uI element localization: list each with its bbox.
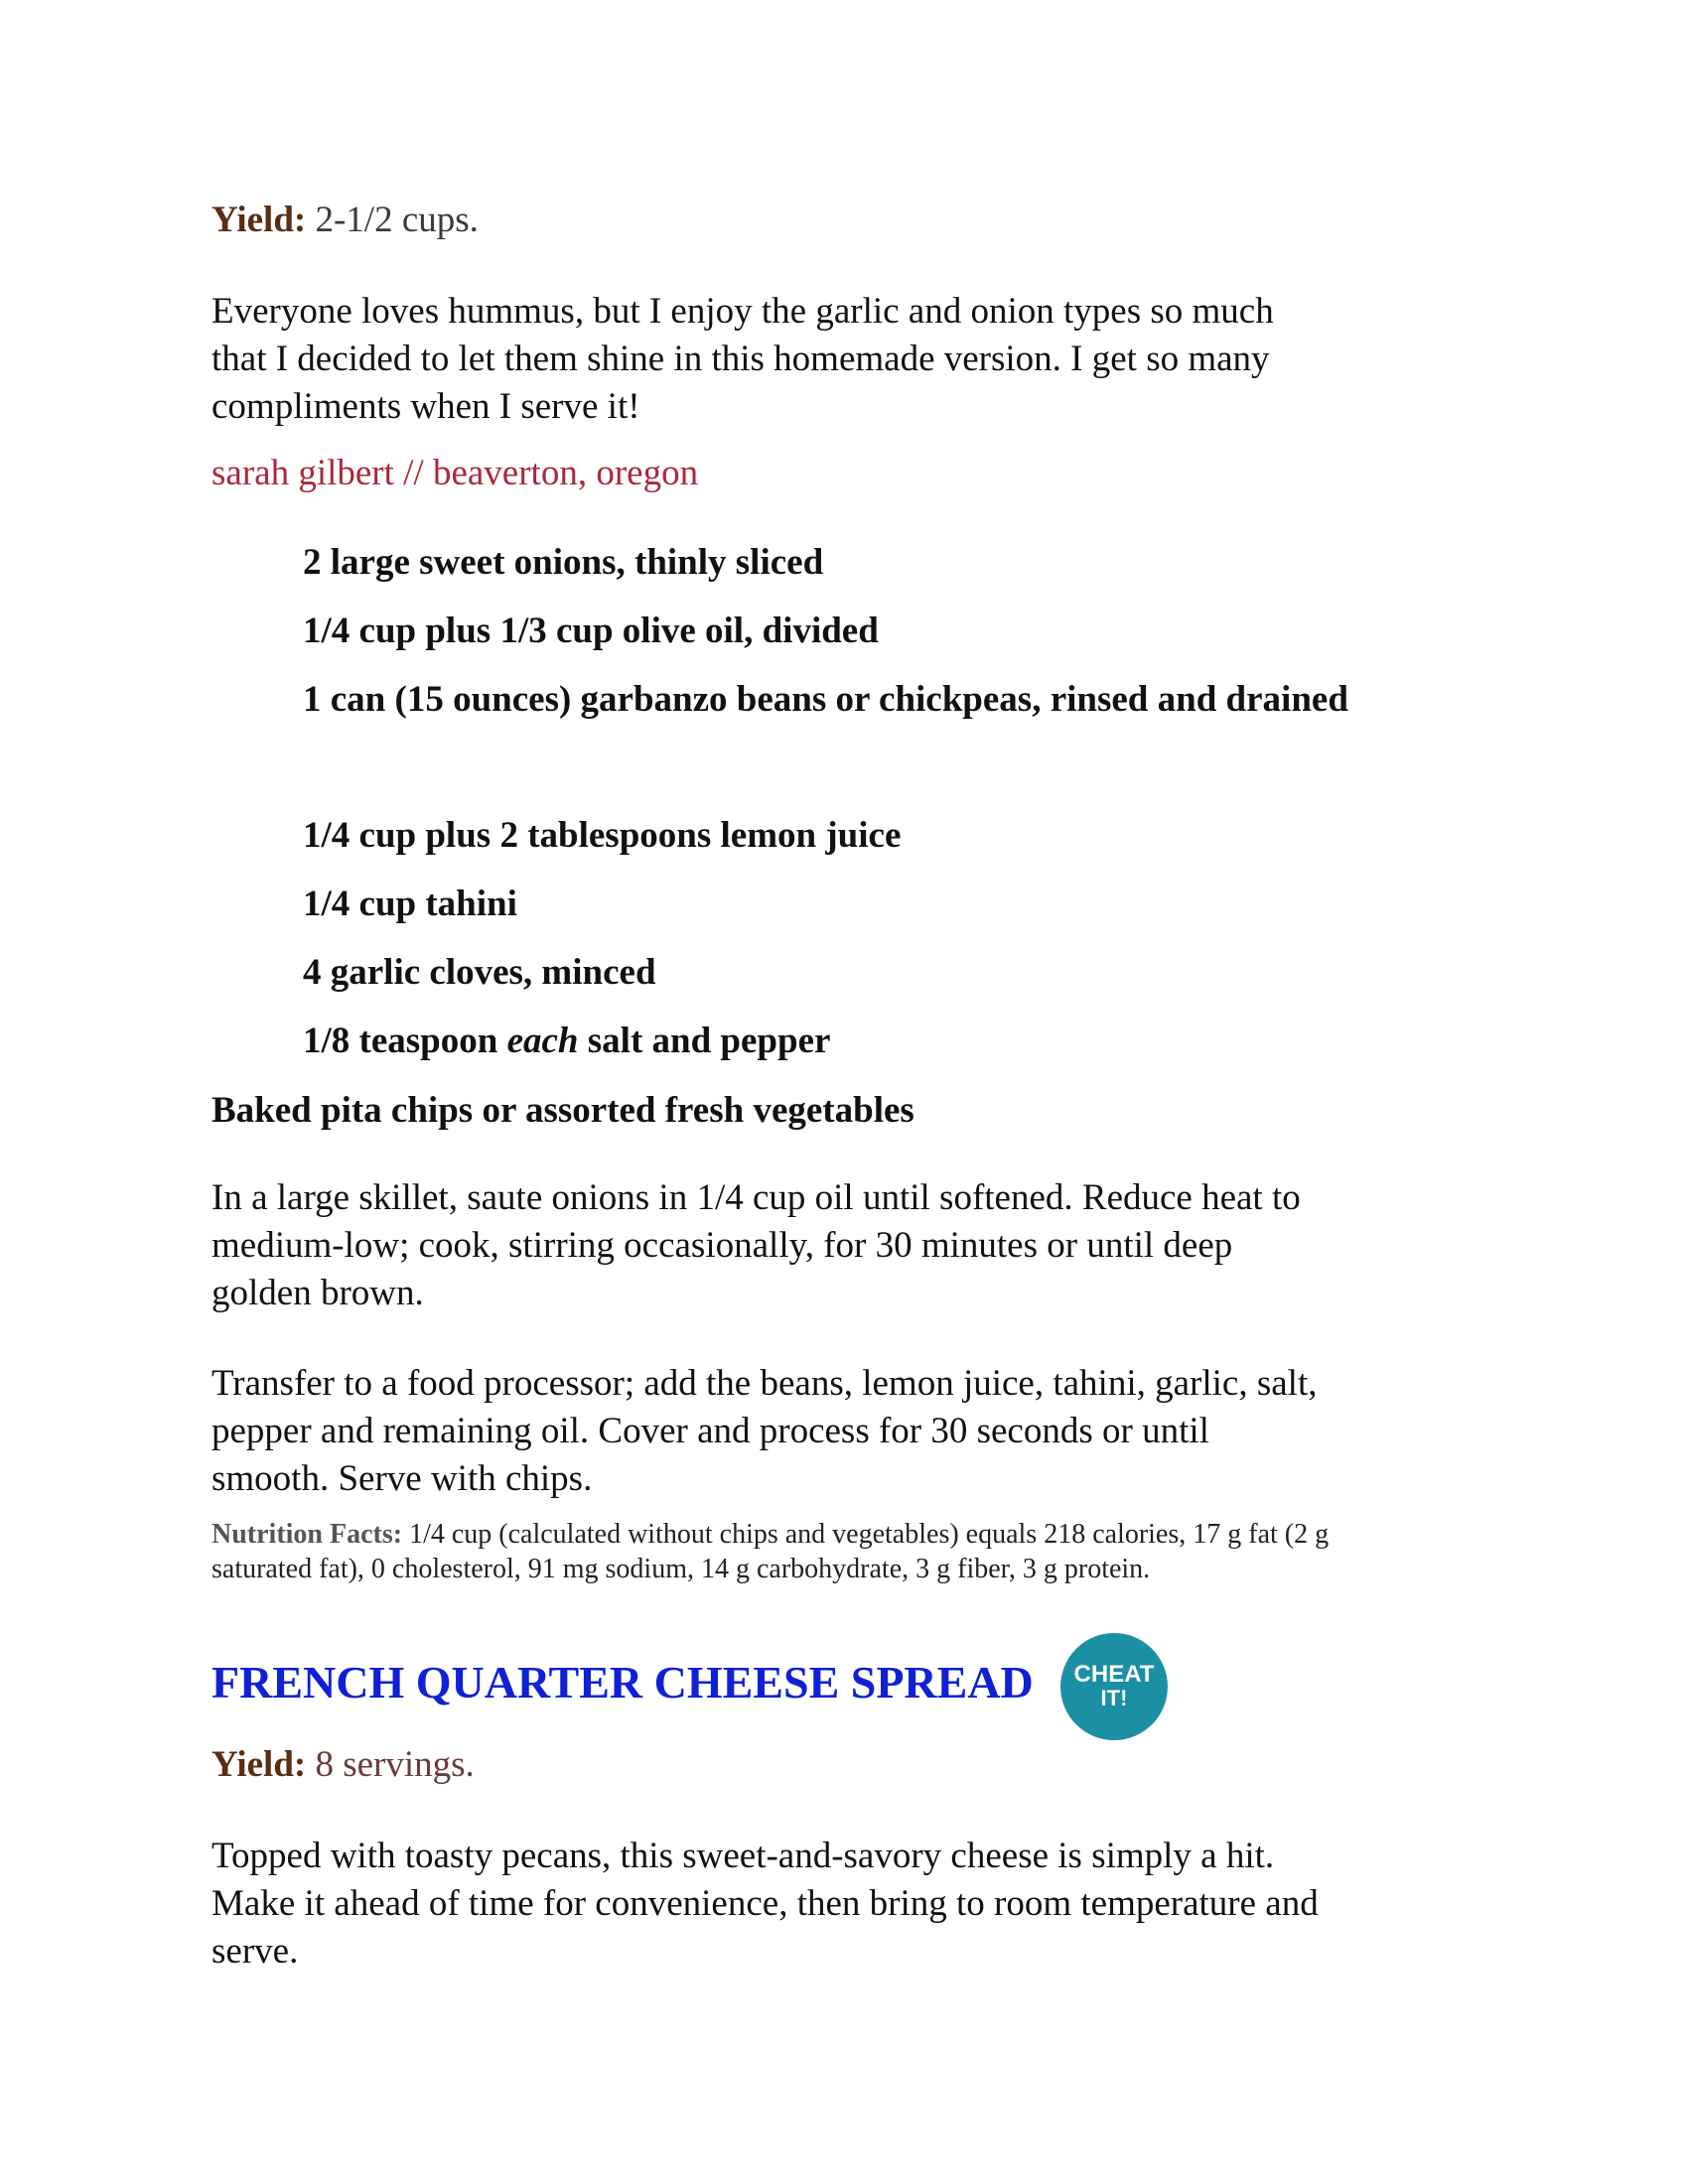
badge-line: IT! — [1100, 1686, 1128, 1710]
intro-line: Topped with toasty pecans, this sweet-and-savory cheese is simply a hit. — [211, 1836, 1275, 1876]
ingredient-text: salt and pepper — [578, 1021, 831, 1061]
nutrition-text: 1/4 cup (calculated without chips and vegetables) equals 218 calories, 17 g fat (2 g — [402, 1519, 1330, 1550]
recipe1-yield — [211, 199, 1482, 242]
direction-step-1 — [211, 1174, 1482, 1317]
recipe1-intro — [211, 288, 1482, 431]
intro-line: Make it ahead of time for convenience, then bring to room temperature and — [211, 1883, 1319, 1924]
ingredient-item: 1/4 cup plus 2 tablespoons lemon juice — [303, 815, 902, 856]
ingredient-item: 1/4 cup plus 1/3 cup olive oil, divided — [303, 611, 879, 651]
recipe2-intro — [211, 1833, 1482, 1976]
recipe2-yield — [211, 1743, 1482, 1787]
yield-value: 8 servings. — [315, 1744, 475, 1785]
step-line: pepper and remaining oil. Cover and process for 30 seconds or until — [211, 1411, 1209, 1451]
badge-line: CHEAT — [1073, 1661, 1155, 1688]
ingredient-text: 1/8 teaspoon — [303, 1021, 507, 1061]
yield-value: 2-1/2 cups. — [315, 200, 479, 240]
yield-label: Yield: — [211, 1744, 307, 1785]
recipe-title: FRENCH QUARTER CHEESE SPREAD — [211, 1657, 1034, 1707]
intro-line: Everyone loves hummus, but I enjoy the garlic and onion types so much — [211, 291, 1274, 332]
intro-line: serve. — [211, 1931, 299, 1972]
ingredient-item: 4 garlic cloves, minced — [303, 952, 656, 993]
nutrition-label: Nutrition Facts: — [211, 1519, 403, 1550]
step-line: medium-low; cook, stirring occasionally, for 30 minutes or until deep — [211, 1225, 1233, 1266]
nutrition-facts — [211, 1517, 1482, 1586]
ingredient-emphasis: each — [506, 1021, 579, 1061]
recipe-author: sarah gilbert // beaverton, oregon — [211, 453, 699, 493]
cheat-it-badge[interactable] — [1060, 1633, 1168, 1740]
ingredient-item-salt-pepper — [303, 1018, 1447, 1065]
ingredient-item: 1/4 cup tahini — [303, 884, 517, 924]
nutrition-line — [211, 1517, 1482, 1552]
nutrition-line: saturated fat), 0 cholesterol, 91 mg sodium, 14 g carbohydrate, 3 g fiber, 3 g protein. — [211, 1554, 1151, 1584]
intro-line: compliments when I serve it! — [211, 386, 640, 427]
step-line: In a large skillet, saute onions in 1/4 cup oil until softened. Reduce heat to — [211, 1177, 1301, 1218]
ingredient-item: 1 can (15 ounces) garbanzo beans or chickpeas, rinsed and drained — [303, 679, 1348, 720]
ingredient-item: 2 large sweet onions, thinly sliced — [303, 542, 824, 583]
step-line: golden brown. — [211, 1273, 424, 1313]
yield-label: Yield: — [211, 200, 307, 240]
step-line: Transfer to a food processor; add the beans, lemon juice, tahini, garlic, salt, — [211, 1363, 1318, 1404]
intro-line: that I decided to let them shine in this homemade version. I get so many — [211, 339, 1270, 379]
direction-step-2 — [211, 1360, 1482, 1503]
step-line: smooth. Serve with chips. — [211, 1458, 593, 1499]
serving-suggestion: Baked pita chips or assorted fresh vegetables — [211, 1090, 914, 1131]
